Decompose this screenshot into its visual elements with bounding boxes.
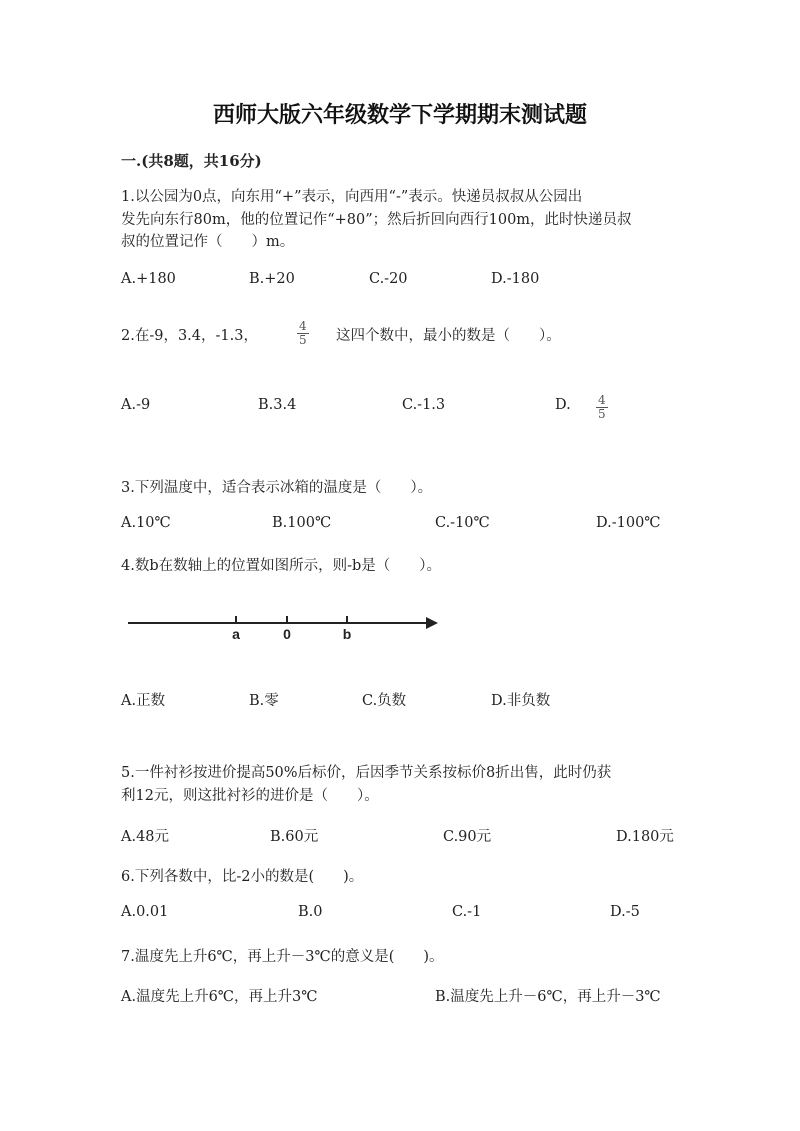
fraction-denominator: 5 — [598, 407, 606, 421]
question-1 — [121, 186, 686, 254]
q3-option-c[interactable]: C.-10℃ — [435, 515, 490, 531]
question-2-text: 2.在-9，3.4，-1.3， — [121, 328, 258, 344]
question-5-line-1: 5.一件衬衫按进价提高50%后标价，后因季节关系按标价8折出售，此时仍获 — [121, 765, 612, 781]
fraction-numerator: 4 — [299, 319, 307, 333]
question-2-text-after: 这四个数中，最小的数是（ ）。 — [336, 328, 561, 344]
q2-option-a[interactable]: A.-9 — [121, 397, 151, 413]
question-4-text: 4.数b在数轴上的位置如图所示，则-b是（ ）。 — [121, 558, 442, 574]
q4-option-c[interactable]: C.负数 — [362, 693, 407, 709]
q5-option-b[interactable]: B.60元 — [270, 829, 319, 845]
q4-option-a[interactable]: A.正数 — [121, 693, 166, 709]
fraction-denominator: 5 — [299, 333, 307, 347]
q1-option-d[interactable]: D.-180 — [491, 271, 540, 287]
question-7-text: 7.温度先上升6℃，再上升－3℃的意义是( )。 — [121, 949, 444, 965]
q6-option-c[interactable]: C.-1 — [452, 904, 482, 920]
q6-option-b[interactable]: B.0 — [298, 904, 323, 920]
question-1-line-2: 发先向东行80m，他的位置记作“+80”；然后折回向西行100m，此时快递员叔 — [121, 211, 632, 228]
number-line-figure — [120, 606, 450, 646]
question-5-line-2: 利12元，则这批衬衫的进价是（ ）。 — [121, 787, 379, 804]
label-b: b — [342, 626, 352, 642]
question-5 — [121, 762, 686, 807]
q1-option-b[interactable]: B.+20 — [249, 271, 295, 287]
q6-option-d[interactable]: D.-5 — [610, 904, 640, 920]
label-a: a — [232, 626, 240, 642]
question-1-line-3: 叔的位置记作（ ）m。 — [121, 234, 295, 250]
q6-option-a[interactable]: A.0.01 — [121, 904, 169, 920]
page-title: 西师大版六年级数学下学期期末测试题 — [212, 102, 587, 128]
number-line-arrow — [426, 617, 438, 629]
question-1-line-1: 1.以公园为0点，向东用“+”表示，向西用“-”表示。快递员叔叔从公园出 — [121, 189, 583, 205]
q3-option-d[interactable]: D.-100℃ — [596, 515, 661, 531]
q5-option-d[interactable]: D.180元 — [616, 829, 674, 845]
q3-option-b[interactable]: B.100℃ — [272, 515, 332, 531]
q2-option-c[interactable]: C.-1.3 — [402, 397, 446, 413]
q2-option-d[interactable]: D. — [555, 397, 571, 413]
q4-option-b[interactable]: B.零 — [249, 693, 279, 709]
q5-option-c[interactable]: C.90元 — [443, 829, 492, 845]
q3-option-a[interactable]: A.10℃ — [121, 515, 171, 531]
q2-option-d-fraction — [596, 394, 608, 421]
q7-option-a[interactable]: A.温度先上升6℃，再上升3℃ — [121, 989, 318, 1005]
section-heading: 一.(共8题，共16分) — [121, 152, 262, 170]
q1-option-a[interactable]: A.+180 — [121, 271, 176, 287]
label-zero: 0 — [283, 626, 291, 642]
q7-option-b[interactable]: B.温度先上升－6℃，再上升－3℃ — [435, 989, 661, 1005]
question-6-text: 6.下列各数中，比-2小的数是( )。 — [121, 869, 364, 885]
q2-option-b[interactable]: B.3.4 — [258, 397, 297, 413]
q4-option-d[interactable]: D.非负数 — [491, 693, 551, 709]
fraction-numerator: 4 — [598, 393, 606, 407]
q1-option-c[interactable]: C.-20 — [369, 271, 408, 287]
q5-option-a[interactable]: A.48元 — [121, 829, 170, 845]
question-3-text: 3.下列温度中，适合表示冰箱的温度是（ ）。 — [121, 480, 433, 496]
question-2-fraction — [297, 320, 309, 347]
